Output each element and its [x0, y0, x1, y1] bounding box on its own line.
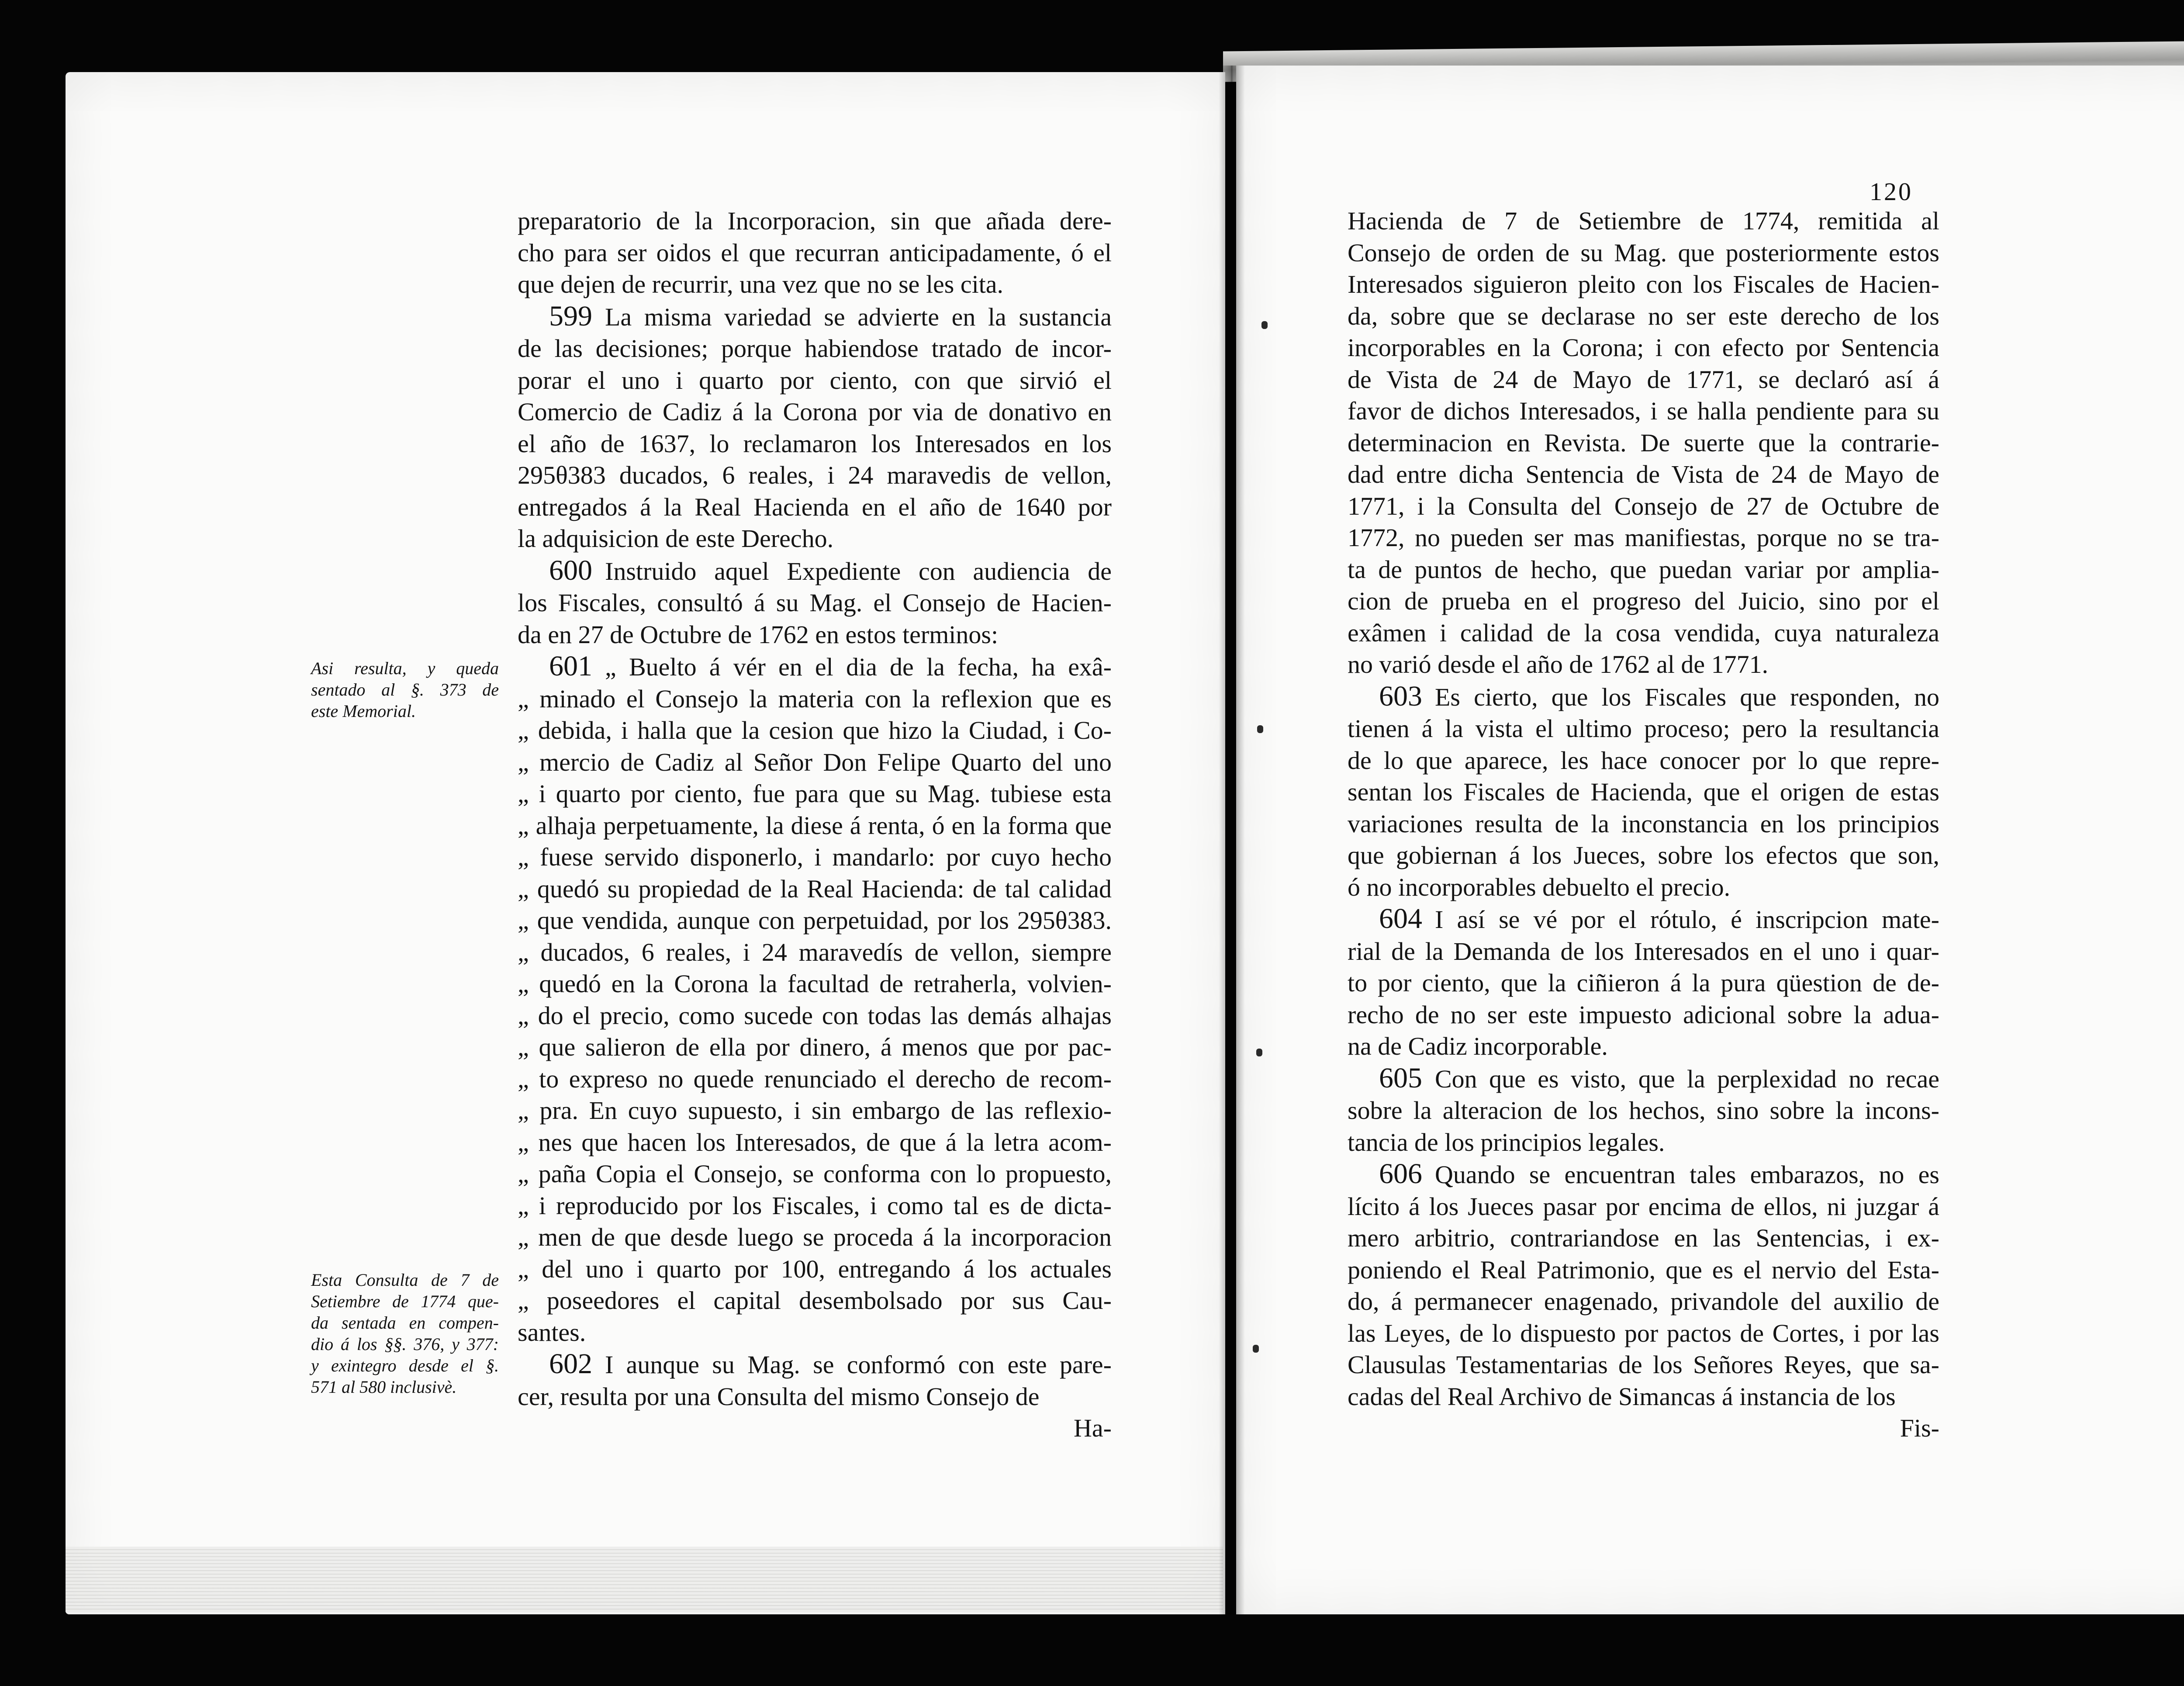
- line-text: cadas del Real Archivo de Simancas á instancia de los: [1348, 1382, 1896, 1411]
- line-text: Ha-: [1074, 1414, 1112, 1442]
- text-line: [1348, 491, 1939, 523]
- line-text: los Fiscales, consultó á su Mag. el Consejo de Hacien-: [518, 589, 1112, 617]
- text-line: [518, 1000, 1112, 1032]
- text-line: [518, 1317, 1112, 1349]
- text-line: [1348, 713, 1939, 745]
- text-line: [518, 651, 1112, 683]
- text-line: [1348, 459, 1939, 491]
- line-text: „ do el precio, como sucede con todas las demás alhajas: [518, 1001, 1112, 1030]
- side-note-line: y exintegro desde el §.: [311, 1356, 499, 1375]
- line-text: las Leyes, de lo dispuesto por pactos de Cortes, i por las: [1348, 1319, 1939, 1347]
- text-line: [1348, 1158, 1939, 1191]
- line-text: Hacienda de 7 de Setiembre de 1774, remitida al: [1348, 207, 1939, 235]
- line-text: preparatorio de la Incorporacion, sin que añada dere-: [518, 207, 1112, 235]
- text-line: [518, 587, 1112, 619]
- text-line: [518, 1285, 1112, 1317]
- line-text: variaciones resulta de la inconstancia en los principios: [1348, 809, 1939, 838]
- text-line: [1348, 1349, 1939, 1381]
- text-line: [518, 237, 1112, 269]
- side-note: [311, 1269, 499, 1398]
- text-line: [518, 365, 1112, 397]
- side-note-line: Setiembre de 1774 que-: [311, 1291, 499, 1311]
- paragraph-number: 603: [1379, 680, 1422, 712]
- line-text: „ Buelto á vér en el dia de la fecha, ha exâ-: [605, 653, 1112, 681]
- text-line: [518, 1222, 1112, 1253]
- line-text: I así se vé por el rótulo, é inscripcion mate-: [1435, 905, 1939, 934]
- folio-number: 120: [1870, 177, 1913, 206]
- text-line: [1348, 332, 1939, 364]
- text-line: [518, 873, 1112, 905]
- line-text: rial de la Demanda de los Interesados en el uno i quar-: [1348, 937, 1939, 966]
- line-text: „ del uno i quarto por 100, entregando á los actuales: [518, 1254, 1112, 1283]
- text-line: [1348, 554, 1939, 586]
- line-text: „ i quarto por ciento, fue para que su Mag. tubiese esta: [518, 779, 1112, 808]
- text-line: [1348, 999, 1939, 1031]
- line-text: tienen á la vista el ultimo proceso; pero la resultancia: [1348, 714, 1939, 743]
- text-line: [1348, 1286, 1939, 1318]
- line-text: da en 27 de Octubre de 1762 en estos terminos:: [518, 620, 999, 649]
- text-line: [1348, 903, 1939, 936]
- text-line: [1348, 1095, 1939, 1127]
- line-text: cer, resulta por una Consulta del mismo Consejo de: [518, 1382, 1040, 1411]
- text-line: [518, 810, 1112, 842]
- text-line: [518, 555, 1112, 588]
- stacked-page-edges: [66, 1547, 1223, 1612]
- line-text: „ to expreso no quede renunciado el derecho de recom-: [518, 1064, 1112, 1093]
- right-text-column: [1348, 205, 1939, 1444]
- line-text: „ nes que hacen los Interesados, de que á la letra acom-: [518, 1128, 1112, 1156]
- line-text: santes.: [518, 1318, 586, 1347]
- line-text: recho de no ser este impuesto adicional sobre la adua-: [1348, 1000, 1939, 1029]
- text-line: [1348, 776, 1939, 808]
- bleed-mark: [1253, 1345, 1259, 1353]
- line-text: La misma variedad se advierte en la sustancia: [605, 302, 1112, 331]
- line-text: mero arbitrio, contrariandose en las Sentencias, i ex-: [1348, 1224, 1939, 1252]
- line-text: Consejo de orden de su Mag. que posteriormente estos: [1348, 238, 1939, 267]
- text-line: [518, 715, 1112, 747]
- line-text: la adquisicion de este Derecho.: [518, 524, 834, 553]
- paragraph-number: 606: [1379, 1158, 1422, 1190]
- line-text: „ fuese servido disponerlo, i mandarlo: por cuyo hecho: [518, 843, 1112, 871]
- text-line: [518, 301, 1112, 333]
- line-text: dad entre dicha Sentencia de Vista de 24 de Mayo de: [1348, 460, 1939, 488]
- line-text: de las decisiones; porque habiendose tratado de incor-: [518, 334, 1112, 363]
- text-line: [1348, 1222, 1939, 1254]
- line-text: ta de puntos de hecho, que puedan variar por amplia-: [1348, 555, 1939, 584]
- text-line: [1348, 364, 1939, 396]
- paragraph-number: 604: [1379, 903, 1422, 935]
- line-text: que dejen de recurrir, una vez que no se les cita.: [518, 270, 1004, 298]
- text-line: [518, 778, 1112, 810]
- text-line: [1348, 301, 1939, 332]
- line-text: „ i reproducido por los Fiscales, i como tal es de dicta-: [518, 1191, 1112, 1220]
- line-text: Clausulas Testamentarias de los Señores Reyes, que sa-: [1348, 1350, 1939, 1379]
- bleed-mark: [1261, 321, 1268, 329]
- text-line: [518, 1190, 1112, 1222]
- text-line: [518, 1348, 1112, 1381]
- text-line: [1348, 1318, 1939, 1350]
- line-text: na de Cadiz incorporable.: [1348, 1032, 1608, 1060]
- text-line: [1348, 237, 1939, 269]
- left-text-column: [518, 205, 1112, 1444]
- text-line: [1348, 649, 1939, 681]
- line-text: Interesados siguieron pleito con los Fiscales de Hacien-: [1348, 270, 1939, 298]
- text-line: [1348, 967, 1939, 999]
- text-line: [518, 205, 1112, 237]
- line-text: lícito á los Jueces pasar por encima de ellos, ni juzgar á: [1348, 1192, 1939, 1221]
- text-line: [518, 1095, 1112, 1127]
- text-line: [1348, 395, 1939, 427]
- text-line: [518, 937, 1112, 969]
- text-line: [518, 1413, 1112, 1444]
- line-text: Fis-: [1900, 1414, 1939, 1442]
- line-text: „ quedó en la Corona la facultad de retraherla, volvien-: [518, 969, 1112, 998]
- side-note-line: sentado al §. 373 de: [311, 680, 499, 699]
- text-line: [1348, 872, 1939, 904]
- line-text: Instruido aquel Expediente con audiencia de: [605, 557, 1112, 585]
- side-note-line: Esta Consulta de 7 de: [311, 1270, 499, 1290]
- text-line: [518, 905, 1112, 937]
- text-line: [518, 1253, 1112, 1285]
- line-text: tancia de los principios legales.: [1348, 1128, 1665, 1156]
- side-note-line: este Memorial.: [311, 701, 416, 721]
- line-text: cion de prueba en el progreso del Juicio, sino por el: [1348, 587, 1939, 615]
- line-text: do, á permanecer enagenado, privandole del auxilio de: [1348, 1287, 1939, 1316]
- text-line: [1348, 522, 1939, 554]
- text-line: [1348, 1127, 1939, 1159]
- text-line: [518, 396, 1112, 428]
- line-text: „ que salieron de ella por dinero, á menos que por pac-: [518, 1033, 1112, 1061]
- line-text: sobre la alteracion de los hechos, sino sobre la incons-: [1348, 1096, 1939, 1125]
- text-line: [518, 1127, 1112, 1159]
- text-line: [1348, 1063, 1939, 1095]
- line-text: „ debida, i halla que la cesion que hizo la Ciudad, i Co-: [518, 716, 1112, 744]
- line-text: no varió desde el año de 1762 al de 1771.: [1348, 650, 1769, 679]
- text-line: [518, 523, 1112, 555]
- text-line: [1348, 1254, 1939, 1286]
- line-text: incorporables en la Corona; i con efecto por Sentencia: [1348, 333, 1939, 362]
- text-line: [1348, 1381, 1939, 1413]
- side-note-line: dio á los §§. 376, y 377:: [311, 1334, 499, 1354]
- line-text: „ paña Copia el Consejo, se conforma con lo propuesto,: [518, 1160, 1112, 1188]
- line-text: de lo que aparece, les hace conocer por lo que repre-: [1348, 746, 1939, 775]
- line-text: „ mercio de Cadiz al Señor Don Felipe Quarto del uno: [518, 748, 1112, 776]
- text-line: [1348, 1031, 1939, 1063]
- line-text: Es cierto, que los Fiscales que responden, no: [1435, 682, 1939, 711]
- text-line: [518, 747, 1112, 779]
- line-text: „ poseedores el capital desembolsado por sus Cau-: [518, 1286, 1112, 1315]
- text-line: [1348, 205, 1939, 237]
- side-note-line: da sentada en compen-: [311, 1313, 499, 1333]
- text-line: [1348, 681, 1939, 713]
- text-line: [1348, 585, 1939, 617]
- line-text: poniendo el Real Patrimonio, que es el nervio del Esta-: [1348, 1255, 1939, 1284]
- line-text: el año de 1637, lo reclamaron los Interesados en los: [518, 429, 1112, 458]
- line-text: 1772, no pueden ser mas manifiestas, porque no se tra-: [1348, 523, 1939, 552]
- line-text: Con que es visto, que la perplexidad no recae: [1435, 1064, 1939, 1093]
- line-text: „ men de que desde luego se proceda á la incorporacion: [518, 1223, 1112, 1251]
- line-text: da, sobre que se declarase no ser este derecho de los: [1348, 301, 1939, 330]
- line-text: determinacion en Revista. De suerte que la contrarie-: [1348, 428, 1939, 457]
- text-line: [518, 1032, 1112, 1063]
- text-line: [1348, 1413, 1939, 1444]
- paragraph-number: 605: [1379, 1062, 1422, 1094]
- line-text: cho para ser oidos el que recurran anticipadamente, ó el: [518, 238, 1112, 267]
- line-text: to por ciento, que la ciñieron á la pura qüestion de de-: [1348, 969, 1939, 997]
- line-text: favor de dichos Interesados, i se halla pendiente para su: [1348, 397, 1939, 425]
- line-text: Quando se encuentran tales embarazos, no es: [1435, 1160, 1939, 1189]
- side-note-line: Asi resulta, y queda: [311, 658, 499, 678]
- side-note-line: 571 al 580 inclusivè.: [311, 1377, 457, 1397]
- line-text: „ minado el Consejo la materia con la reflexion que es: [518, 684, 1112, 713]
- line-text: „ que vendida, aunque con perpetuidad, por los 295θ383.: [518, 906, 1112, 935]
- text-line: [518, 968, 1112, 1000]
- text-line: [518, 333, 1112, 365]
- line-text: porar el uno i quarto por ciento, con que sirvió el: [518, 366, 1112, 395]
- text-line: [518, 492, 1112, 523]
- paragraph-number: 601: [549, 650, 592, 682]
- text-line: [518, 428, 1112, 460]
- text-line: [518, 460, 1112, 492]
- text-line: [518, 1381, 1112, 1413]
- text-line: [1348, 427, 1939, 459]
- text-line: [518, 841, 1112, 873]
- line-text: „ pra. En cuyo supuesto, i sin embargo de las reflexio-: [518, 1096, 1112, 1125]
- line-text: 1771, i la Consulta del Consejo de 27 de Octubre de: [1348, 492, 1939, 520]
- line-text: que gobiernan á los Jueces, sobre los efectos que son,: [1348, 841, 1939, 869]
- text-line: [518, 683, 1112, 715]
- text-line: [1348, 808, 1939, 840]
- book-gutter: [1219, 66, 1245, 1614]
- text-line: [518, 1063, 1112, 1095]
- text-line: [518, 1158, 1112, 1190]
- line-text: entregados á la Real Hacienda en el año de 1640 por: [518, 492, 1112, 521]
- line-text: de Vista de 24 de Mayo de 1771, se declaró así á: [1348, 365, 1939, 394]
- line-text: exâmen i calidad de la cosa vendida, cuya naturaleza: [1348, 618, 1939, 647]
- paragraph-number: 600: [549, 554, 592, 586]
- line-text: „ alhaja perpetuamente, la diese á renta, ó en la forma que: [518, 811, 1112, 840]
- text-line: [1348, 617, 1939, 649]
- text-line: [1348, 840, 1939, 872]
- text-line: [1348, 1191, 1939, 1223]
- paragraph-number: 599: [549, 300, 592, 332]
- text-line: [518, 619, 1112, 651]
- text-line: [1348, 745, 1939, 777]
- line-text: Comercio de Cadiz á la Corona por via de donativo en: [518, 398, 1112, 426]
- line-text: „ quedó su propiedad de la Real Hacienda: de tal calidad: [518, 874, 1112, 903]
- line-text: 295θ383 ducados, 6 reales, i 24 maravedis de vellon,: [518, 461, 1112, 489]
- text-line: [1348, 936, 1939, 968]
- bleed-mark: [1256, 1049, 1262, 1056]
- line-text: „ ducados, 6 reales, i 24 maravedís de vellon, siempre: [518, 938, 1112, 966]
- line-text: ó no incorporables debuelto el precio.: [1348, 872, 1731, 901]
- text-line: [1348, 269, 1939, 301]
- line-text: sentan los Fiscales de Hacienda, que el origen de estas: [1348, 778, 1939, 806]
- text-line: [518, 269, 1112, 301]
- paragraph-number: 602: [549, 1348, 592, 1380]
- line-text: I aunque su Mag. se conformó con este pare-: [605, 1350, 1112, 1379]
- side-note: [311, 658, 499, 722]
- bleed-mark: [1257, 725, 1263, 733]
